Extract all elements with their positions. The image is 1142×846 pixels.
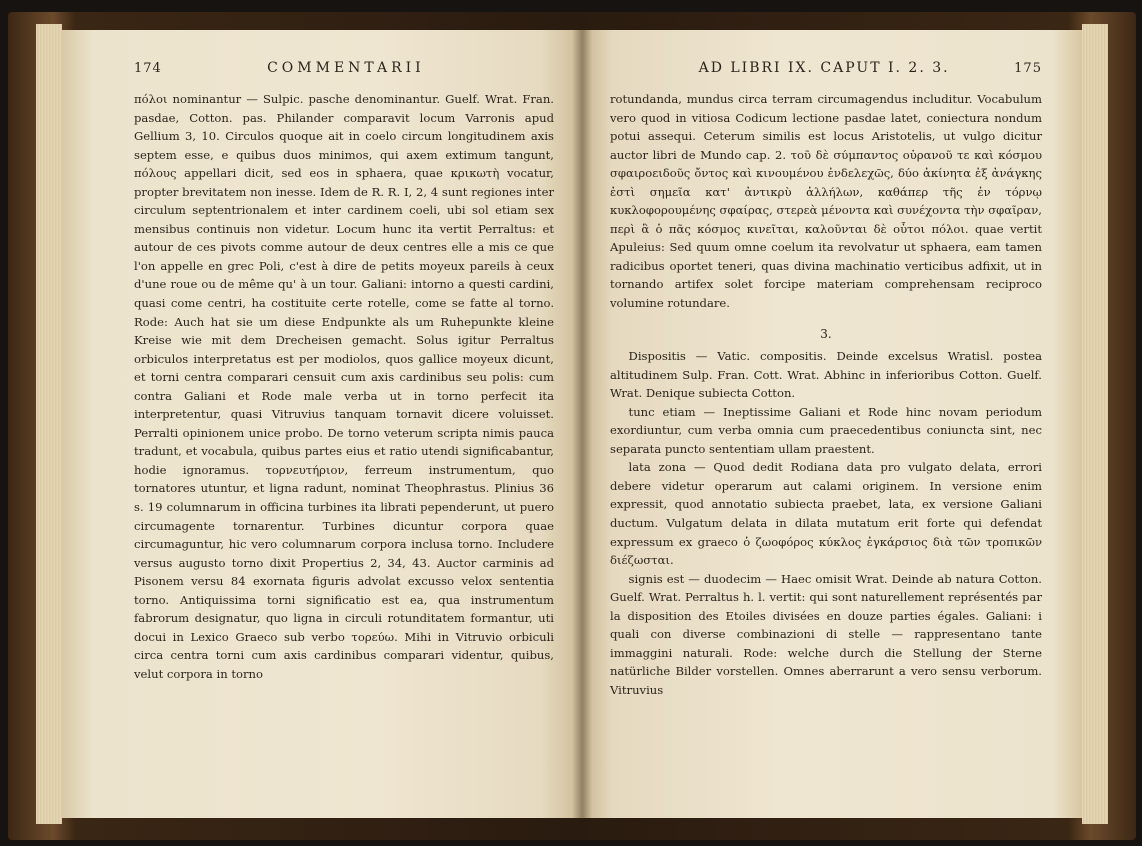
section-number: 3. [820,326,832,341]
left-page-header [134,60,554,78]
right-page-number: 175 [1014,61,1042,76]
right-page [582,30,1082,818]
left-paragraph: πόλοι nominantur — Sulpic. pasche denominantur. Guelf. Wrat. Fran. pasdae, Cotton. pas. Philander comparavit locum Varronis apud Gellium 3, 10. Circulos quoque ait in coelo circum longitudinem axis septem esse, e quibus duos minimos, qui axem extimum tangunt, πόλους appellari dicit, sed eos in sphaera, quae κρικωτὴ vocatur, propter brevitatem non inesse. Idem de R. R. I, 2, 4 sunt regiones inter circulum septentrionalem et inter cardinem coeli, ubi sol etiam sex mensibus continuis non videtur. Locum hunc ita vertit Perraltus: et autour de ces pivots comme autour de deux centres elle a mis ce que l'on appelle en grec Poli, c'est à dire de petits moyeux pareils à ceux d'une roue ou de même qu' à un tour. Galiani: intorno a questi cardini, quasi come centri, ha costituite certe rotelle, come se fatte al torno. Rode: Auch hat sie um diese Endpunkte als um Ruhepunkte kleine Kreise wie mit dem Drecheisen gemacht. Solus igitur Perraltus orbiculos interpretatus est per modiolos, quos gallice moyeux dicunt, et torni centra comparari censuit cum axis cardinibus seu polis: cum contra Galiani et Rode male verba ut in torno perfecit ita interpretentur, quasi Vitruvius tanquam tornavit dicere voluisset. Perralti opinionem unice probo. De torno veterum scripta nimis pauca tradunt, et vocabula, quibus partes eius et ratio utendi significabantur, hodie ignoramus. τορνευτήριον, ferreum instrumentum, quo tornatores utuntur, et ligna radunt, nominat Theophrastus. Plinius 36 s. 19 columnarum in officina turbines ita librati pependerunt, ut puero circumagente tornarentur. Turbines dicuntur corpora quae circumaguntur, hic vero columnarum corpora inclusa torno. Includere versus augusto torno dixit Propertius 2, 34, 43. Auctor carminis ad Pisonem versu 84 exornata figuris advolat excusso velox sententia torno. Antiquissima torni significatio est ea, qua instrumentum fabrorum designatur, quo ligna in circuli rotunditatem formantur, uti docui in Lexico Graeco sub verbo τορεύω. Mihi in Vitruvio orbiculi circa centra torni cum axis cardinibus comparari videntur, quibus, velut corpora in torno [134,92,554,681]
book-gutter [572,24,592,824]
left-running-head: COMMENTARII [267,60,425,76]
right-paragraph: Dispositis — Vatic. compositis. Deinde excelsus Wratisl. postea altitudinem Sulp. Fran. Cott. Wrat. Abhinc in inferioribus Cotton. Guelf. Wrat. Denique subiecta Cotton. [610,349,1042,401]
right-paragraph: signis est — duodecim — Haec omisit Wrat. Deinde ab natura Cotton. Guelf. Wrat. Perraltus h. l. vertit: qui sont naturellement représentés par la disposition des Etoiles divisées en douze parties égales. Galiani: i quali con diverse combinazioni di stelle — rappresentano tante immaggini naturali. Rode: welche durch die Stellung der Sterne natürliche Bilder vorstellen. Omnes aberrarunt a vero sensu verborum. Vitruvius [610,571,1042,697]
right-paragraph: rotundanda, mundus circa terram circumagendus includitur. Vocabulum vero quod in vitiosa Codicum lectione pasdae latet, coniectura nondum potui assequi. Ceterum similis est locus Aristotelis, ut vulgo dicitur auctor libri de Mundo cap. 2. τοῦ δὲ σύμπαντος οὐρανοῦ τε καὶ κόσμου σφαιροειδοῦς ὄντος καὶ κινουμένου ἐνδελεχῶς, δύο ἀκίνητα ἐξ ἀνάγκης ἐστὶ σημεῖα κατ' ἀντικρὺ ἀλλήλων, καθάπερ τῆς ἐν τόρνῳ κυκλοφορουμένης σφαίρας, στερεὰ μένοντα καὶ συνέχοντα τὴν σφαῖραν, περὶ ἃ ὁ πᾶς κόσμος κινεῖται, καλοῦνται δὲ οὗτοι πόλοι. quae vertit Apuleius: Sed quum omne coelum ita revolvatur ut sphaera, eam tamen radicibus oportet teneri, quas divina machinatio verticibus adfixit, ut in tornando artifex solet forcipe materiam comprehensam reciproco volumine rotundare. [610,92,1042,311]
right-paragraph: tunc etiam — Ineptissime Galiani et Rode hinc novam periodum exordiuntur, cum verba omnia cum praecedentibus coniuncta sint, nec separata puncto sententiam ullam praestent. [610,404,1042,456]
right-paragraph: lata zona — Quod dedit Rodiana data pro vulgato delata, errori debere videtur operarum aut calami originem. In versione enim expressit, quod annotatio subiecta praebet, lata, ex versione Galiani ductum. Vulgatum delata in dilata mutatum erit forte qui defendat expressum ex graeco ὁ ζωοφόρος κύκλος ἐγκάρσιος διὰ τῶν τροπικῶν διέζωσται. [610,460,1042,568]
page-edges-right [1082,24,1108,824]
left-page-number: 174 [134,61,162,76]
right-page-text [610,90,1042,700]
left-page [62,30,582,818]
page-edges-left [36,24,62,824]
left-page-text [134,90,554,684]
right-running-head: AD LIBRI IX. CAPUT I. 2. 3. [698,60,950,76]
right-page-header [610,60,1042,78]
